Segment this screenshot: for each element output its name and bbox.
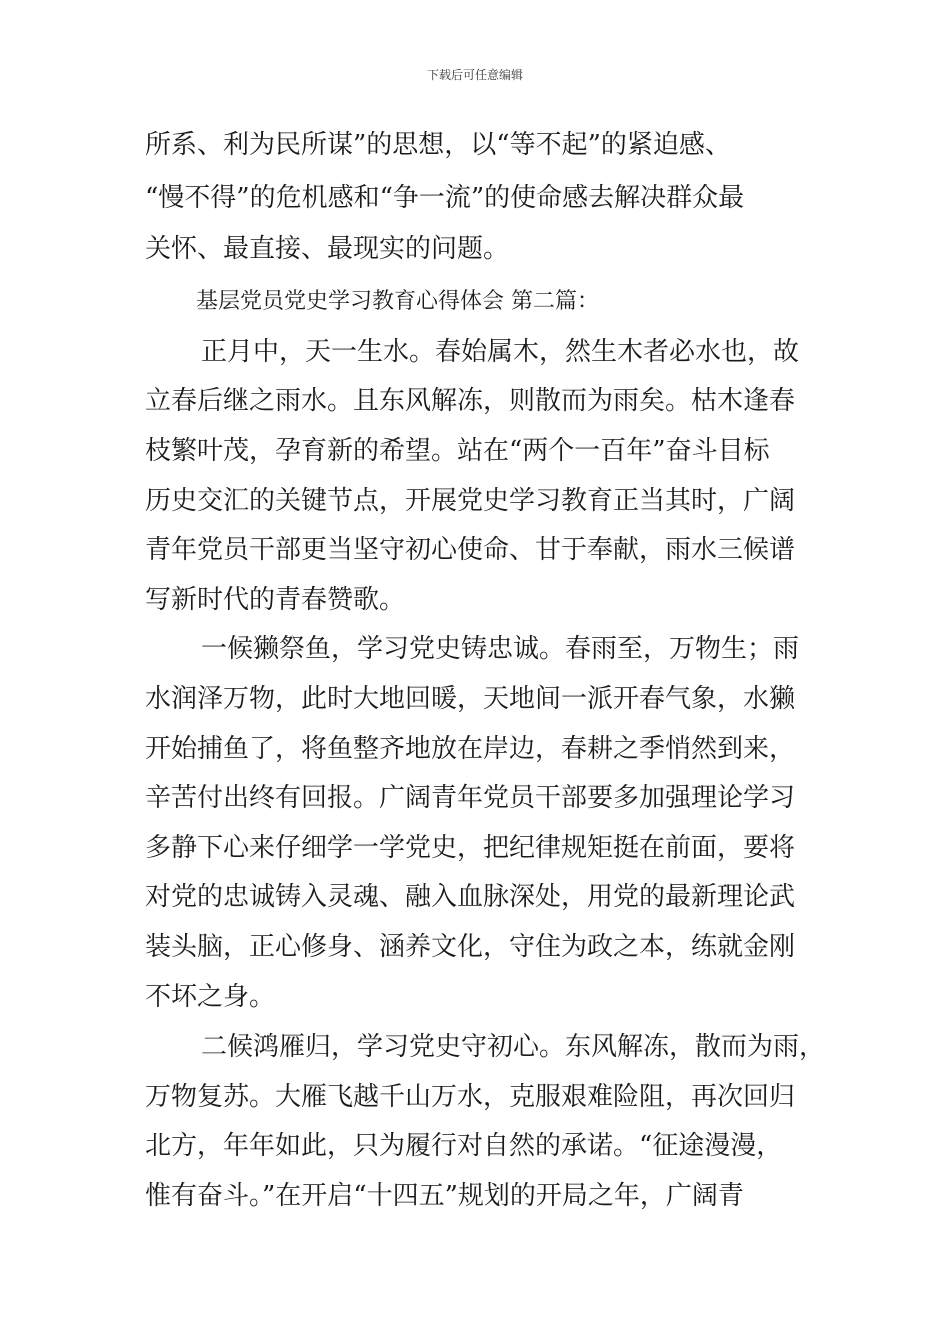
body-line: 多静下心来仔细学一学党史，把纪律规矩挺在前面，要将 bbox=[145, 833, 796, 863]
body-line: 开始捕鱼了，将鱼整齐地放在岸边，春耕之季悄然到来， bbox=[145, 734, 796, 764]
body-line: 青年党员干部更当坚守初心使命、甘于奉献，雨水三候谱 bbox=[145, 535, 796, 565]
body-line: 枝繁叶茂，孕育新的希望。站在“两个一百年”奋斗目标 bbox=[145, 436, 770, 466]
body-line: 惟有奋斗。”在开启“十四五”规划的开局之年，广阔青 bbox=[145, 1181, 744, 1211]
body-line: 辛苦付出终有回报。广阔青年党员干部要多加强理论学习 bbox=[145, 783, 796, 813]
page-header: 下载后可任意编辑 bbox=[426, 68, 523, 82]
body-line: 历史交汇的关键节点，开展党史学习教育正当其时，广阔 bbox=[145, 486, 796, 516]
body-line: 二候鸿雁归，学习党史守初心。东风解冻，散而为雨， bbox=[201, 1032, 826, 1062]
section-heading: 基层党员党史学习教育心得体会 第二篇： bbox=[196, 289, 599, 314]
body-line: 不坏之身。 bbox=[145, 982, 276, 1012]
body-line: 正月中，天一生水。春始属木，然生木者必水也，故 bbox=[201, 337, 800, 367]
body-line: 立春后继之雨水。且东风解冻，则散而为雨矣。枯木逢春 bbox=[145, 386, 796, 416]
body-line: 关怀、最直接、最现实的问题。 bbox=[145, 234, 510, 264]
body-line: 写新时代的青春赞歌。 bbox=[145, 585, 406, 615]
body-line: 水润泽万物，此时大地回暖，天地间一派开春气象，水獭 bbox=[145, 684, 796, 714]
body-line: 所系、利为民所谋”的思想，以“等不起”的紧迫感、 bbox=[145, 130, 731, 160]
body-line: 一候獭祭鱼，学习党史铸忠诚。春雨至，万物生；雨 bbox=[201, 634, 800, 664]
body-line: 装头脑，正心修身、涵养文化，守住为政之本，练就金刚 bbox=[145, 932, 796, 962]
body-line: 万物复苏。大雁飞越千山万水，克服艰难险阻，再次回归 bbox=[145, 1082, 796, 1112]
body-line: “慢不得”的危机感和“争一流”的使命感去解决群众最 bbox=[145, 183, 745, 213]
body-line: 对党的忠诚铸入灵魂、融入血脉深处，用党的最新理论武 bbox=[145, 882, 796, 912]
body-line: 北方，年年如此，只为履行对自然的承诺。“征途漫漫， bbox=[145, 1131, 783, 1161]
